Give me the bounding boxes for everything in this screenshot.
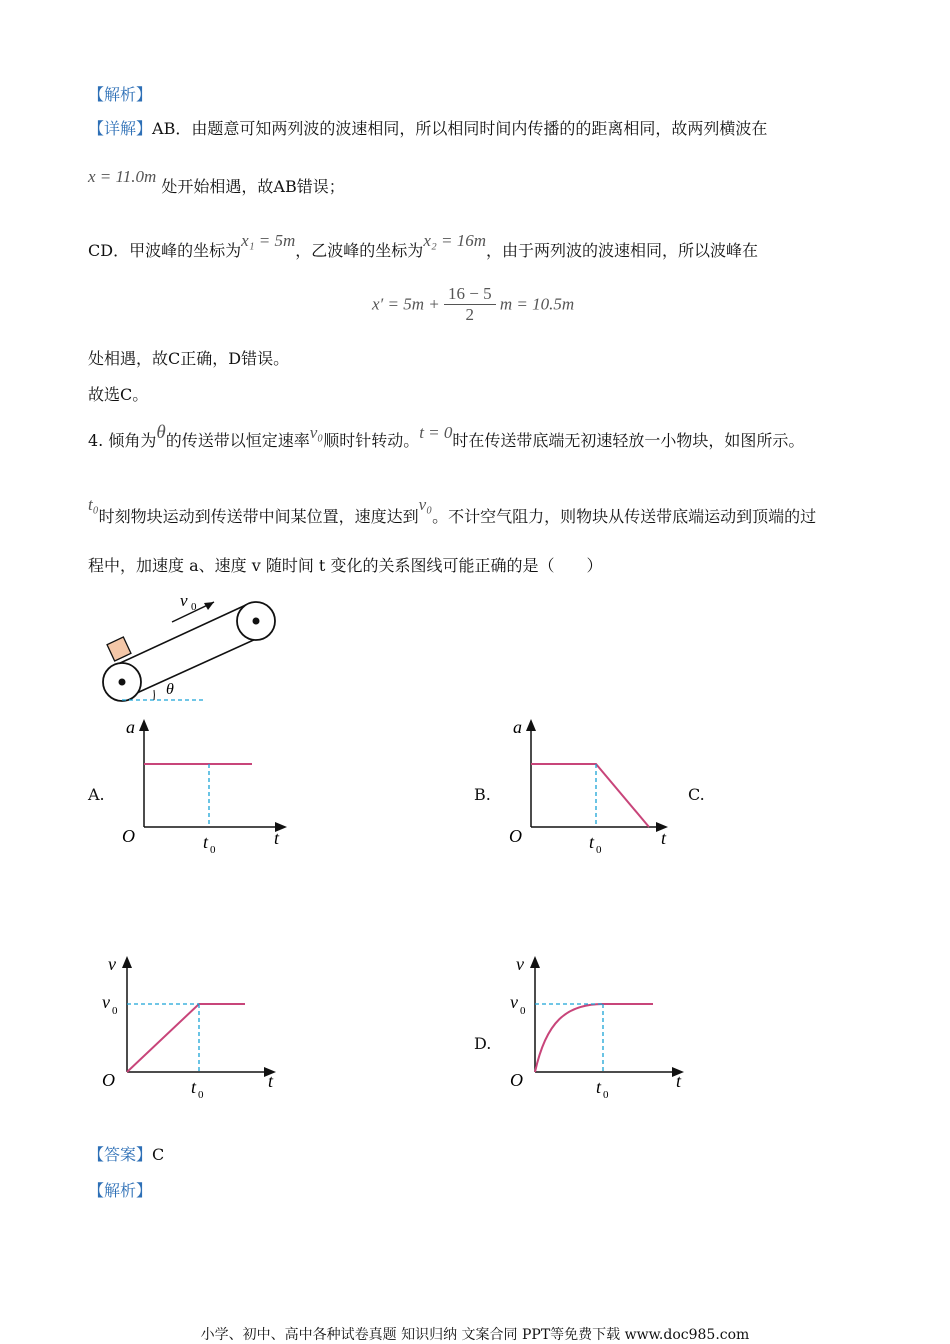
y-label: a [126, 717, 135, 737]
velocity-line [127, 1004, 245, 1072]
option-b-label: B. [474, 785, 491, 804]
v0-symbol-2: v₀ [418, 495, 433, 514]
t-zero-formula: t = 0 [419, 423, 453, 442]
formula-fraction [444, 284, 496, 325]
acceleration-line [531, 764, 649, 827]
graph-a [118, 716, 298, 856]
question-4-line-3: 程中，加速度 a、速度 v 随时间 t 变化的关系图线可能正确的是（ ） [88, 556, 603, 575]
x-label: t [274, 828, 280, 848]
v0-symbol: v₀ [309, 423, 324, 442]
cd-part-3: ，由于两列波的波速相同，所以波峰在 [486, 241, 759, 260]
analysis-label: 【解析】 [88, 85, 153, 104]
answer-line [88, 1142, 164, 1165]
option-c-label: C. [688, 785, 705, 804]
question-4-line-2 [88, 492, 817, 526]
question-4-line-1 [88, 420, 805, 450]
x2-formula: x₂ = 16m [423, 231, 487, 250]
meet-line [88, 164, 345, 196]
t0-tick-label: t [589, 832, 595, 852]
x1-formula: x₁ = 5m [241, 231, 296, 250]
answer-label: 【答案】 [88, 1145, 153, 1164]
t0-symbol: t₀ [88, 495, 99, 514]
t0-tick-label: t [203, 832, 209, 852]
formula-denominator: 2 [465, 305, 475, 324]
footer: 小学、初中、高中各种试卷真题 知识归纳 文案合同 PPT等免费下载 www.doc985.com [200, 1327, 750, 1343]
t0-tick-label: t [596, 1077, 602, 1097]
display-formula [372, 284, 574, 325]
graph-b [505, 716, 685, 856]
block [107, 637, 131, 661]
detail-paragraph [88, 116, 767, 139]
origin-label: O [102, 1070, 115, 1090]
cd-line [88, 228, 759, 260]
option-d-label: D. [474, 1034, 492, 1053]
v0-axis-label: v [102, 992, 110, 1012]
conveyor-belt-figure [96, 584, 286, 706]
option-a-label: A. [88, 785, 105, 804]
cd-part-1: CD．甲波峰的坐标为 [88, 241, 242, 260]
conclusion: 处相遇，故C正确，D错误。 [88, 349, 290, 368]
x-label: t [676, 1071, 682, 1091]
q4-text-2: 的传送带以恒定速率 [165, 431, 310, 450]
v-label: v [180, 591, 188, 610]
choice-line: 故选C。 [88, 385, 149, 404]
origin-label: O [509, 826, 522, 846]
v-sub: 0 [191, 601, 197, 613]
t0-tick-sub: 0 [603, 1089, 609, 1101]
y-label: v [516, 954, 524, 974]
v0-axis-sub: 0 [112, 1005, 118, 1017]
q4-text-1: 4. 倾角为 [88, 431, 157, 450]
formula-lhs: x′ = 5m + [372, 294, 440, 314]
origin-label: O [510, 1070, 523, 1090]
graph-c [98, 952, 298, 1104]
x-label: t [268, 1071, 274, 1091]
q4-text-6: 。不计空气阻力，则物块从传送带底端运动到顶端的过 [432, 507, 817, 526]
meet-x-formula: x = 11.0m [88, 167, 157, 186]
v0-axis-label: v [510, 992, 518, 1012]
q4-text-5: 时刻物块运动到传送带中间某位置，速度达到 [98, 507, 419, 526]
t0-tick-sub: 0 [596, 844, 602, 856]
x-label: t [661, 828, 667, 848]
cd-part-2: ，乙波峰的坐标为 [295, 241, 424, 260]
answer-value: C [152, 1145, 165, 1164]
detail-label: 【详解】 [88, 119, 153, 138]
detail-text: AB．由题意可知两列波的波速相同，所以相同时间内传播的的距离相同，故两列横波在 [152, 119, 768, 138]
y-label: a [513, 717, 522, 737]
formula-rhs: m = 10.5m [499, 294, 575, 314]
theta-label: θ [166, 681, 174, 698]
q4-text-4: 时在传送带底端无初速轻放一小物块，如图所示。 [452, 431, 805, 450]
q4-text-3: 顺时针转动。 [323, 431, 420, 450]
t0-tick-sub: 0 [210, 844, 216, 856]
t0-tick-label: t [191, 1077, 197, 1097]
v0-axis-sub: 0 [520, 1005, 526, 1017]
velocity-curve [535, 1004, 653, 1072]
analysis-label-2: 【解析】 [88, 1181, 153, 1200]
graph-d [506, 952, 706, 1104]
t0-tick-sub: 0 [198, 1089, 204, 1101]
meet-suffix: 处开始相遇，故AB错误； [161, 177, 345, 196]
y-label: v [108, 954, 116, 974]
origin-label: O [122, 826, 135, 846]
formula-numerator: 16 − 5 [444, 284, 496, 305]
theta-symbol: θ [156, 422, 166, 443]
